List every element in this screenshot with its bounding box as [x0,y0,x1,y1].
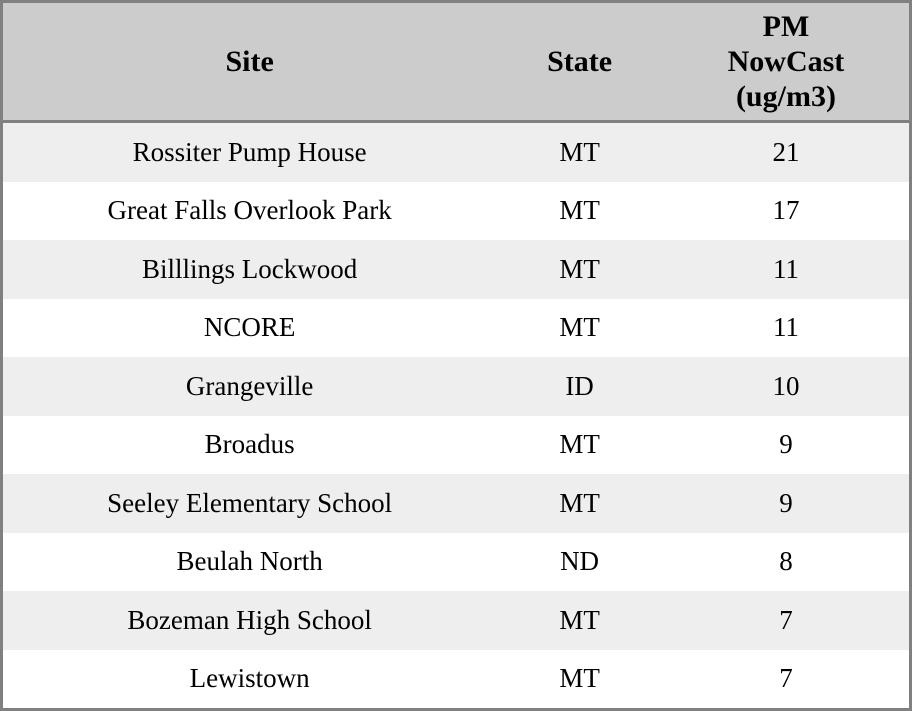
table-row [3,591,909,649]
table-body [3,122,909,708]
table-row [3,182,909,240]
cell-site: Lewistown [3,650,496,709]
cell-state: MT [496,416,663,474]
cell-site: Broadus [3,416,496,474]
table-row [3,474,909,532]
column-header-pm-nowcast [663,3,909,122]
cell-site: Bozeman High School [3,591,496,649]
cell-value: 17 [663,182,909,240]
cell-state: MT [496,240,663,298]
cell-value: 11 [663,299,909,357]
cell-site: Billlings Lockwood [3,240,496,298]
table-header [3,3,909,122]
cell-value: 21 [663,122,909,182]
table-row [3,299,909,357]
table-header-row [3,3,909,122]
column-header-state: State [496,3,663,122]
cell-state: ND [496,533,663,591]
column-header-pm-line-2: NowCast [727,45,845,79]
cell-value: 7 [663,650,909,709]
cell-site: Rossiter Pump House [3,122,496,182]
table-row [3,416,909,474]
air-quality-table [3,3,909,708]
cell-state: MT [496,650,663,709]
cell-state: MT [496,474,663,532]
cell-value: 9 [663,416,909,474]
cell-value: 8 [663,533,909,591]
cell-state: MT [496,182,663,240]
cell-state: ID [496,357,663,415]
cell-site: Grangeville [3,357,496,415]
table-row [3,240,909,298]
cell-value: 11 [663,240,909,298]
cell-state: MT [496,299,663,357]
table-row [3,122,909,182]
table-row [3,357,909,415]
table-row [3,533,909,591]
cell-state: MT [496,591,663,649]
cell-value: 7 [663,591,909,649]
cell-value: 10 [663,357,909,415]
cell-site: Beulah North [3,533,496,591]
cell-state: MT [496,122,663,182]
column-header-pm-line-1: PM [762,10,810,43]
column-header-site: Site [3,3,496,122]
column-header-pm-line-3: (ug/m3) [735,80,836,114]
cell-site: Seeley Elementary School [3,474,496,532]
cell-value: 9 [663,474,909,532]
cell-site: NCORE [3,299,496,357]
cell-site: Great Falls Overlook Park [3,182,496,240]
table-row [3,650,909,709]
